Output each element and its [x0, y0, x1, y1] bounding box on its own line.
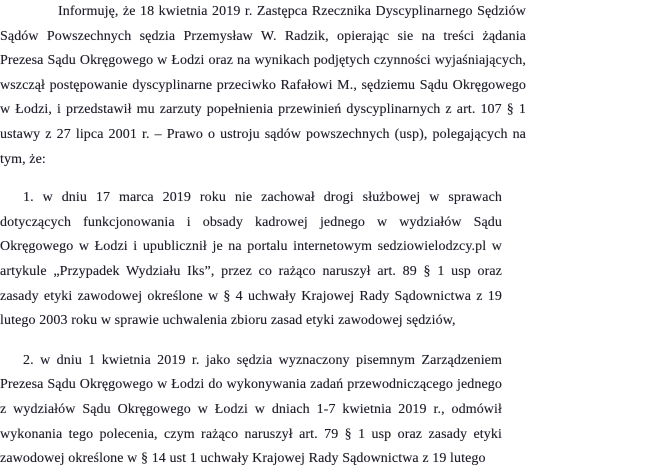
charge-item-1: 1. w dniu 17 marca 2019 roku nie zachował drogi służbowej w sprawach dotyczących funkcjonowania i obsady kadrowej jednego w wydziałów Sądu Okręgowego w Łodzi i upublicznił je na portalu internetowym sedziowielodzcy.pl w artykule „Przypadek Wydziału Iks”, przez co rażąco naruszył art. 89 § 1 usp oraz zasady etyki zawodowej określone w § 4 uchwały Krajowej Rady Sądownictwa z 19 lutego 2003 roku w sprawie uchwalenia zbioru zasad etyki zawodowej sędziów,	[0, 190, 502, 329]
paragraph-intro: Informuję, że 18 kwietnia 2019 r. Zastępca Rzecznika Dyscyplinarnego Sędziów Sądów Powszechnych sędzia Przemysław W. Radzik, opierając sie na treści żądania Prezesa Sądu Okręgowego w Łodzi oraz na wynikach podjętych czynności wyjaśniających, wszczął postępowanie dyscyplinarne przeciwko Rafałowi M., sędziemu Sądu Okręgowego w Łodzi, i przedstawił mu zarzuty popełnienia przewinień dyscyplinarnych z art. 107 § 1 ustawy z 27 lipca 2001 r. – Prawo o ustroju sądów powszechnych (usp), polegających na tym, że:	[0, 4, 526, 167]
charge-item-2: 2. w dniu 1 kwietnia 2019 r. jako sędzia wyznaczony pisemnym Zarządzeniem Prezesa Sądu Okręgowego w Łodzi do wykonywania zadań przewodniczącego jednego z wydziałów Sądu Okręgowego w Łodzi w dniach 1-7 kwietnia 2019 r., odmówił wykonania tego polecenia, czym rażąco naruszył art. 79 § 1 usp oraz zasady etyki zawodowej określone w § 14 ust 1 uchwały Krajowej Rady Sądownictwa z 19 lutego	[0, 352, 502, 467]
